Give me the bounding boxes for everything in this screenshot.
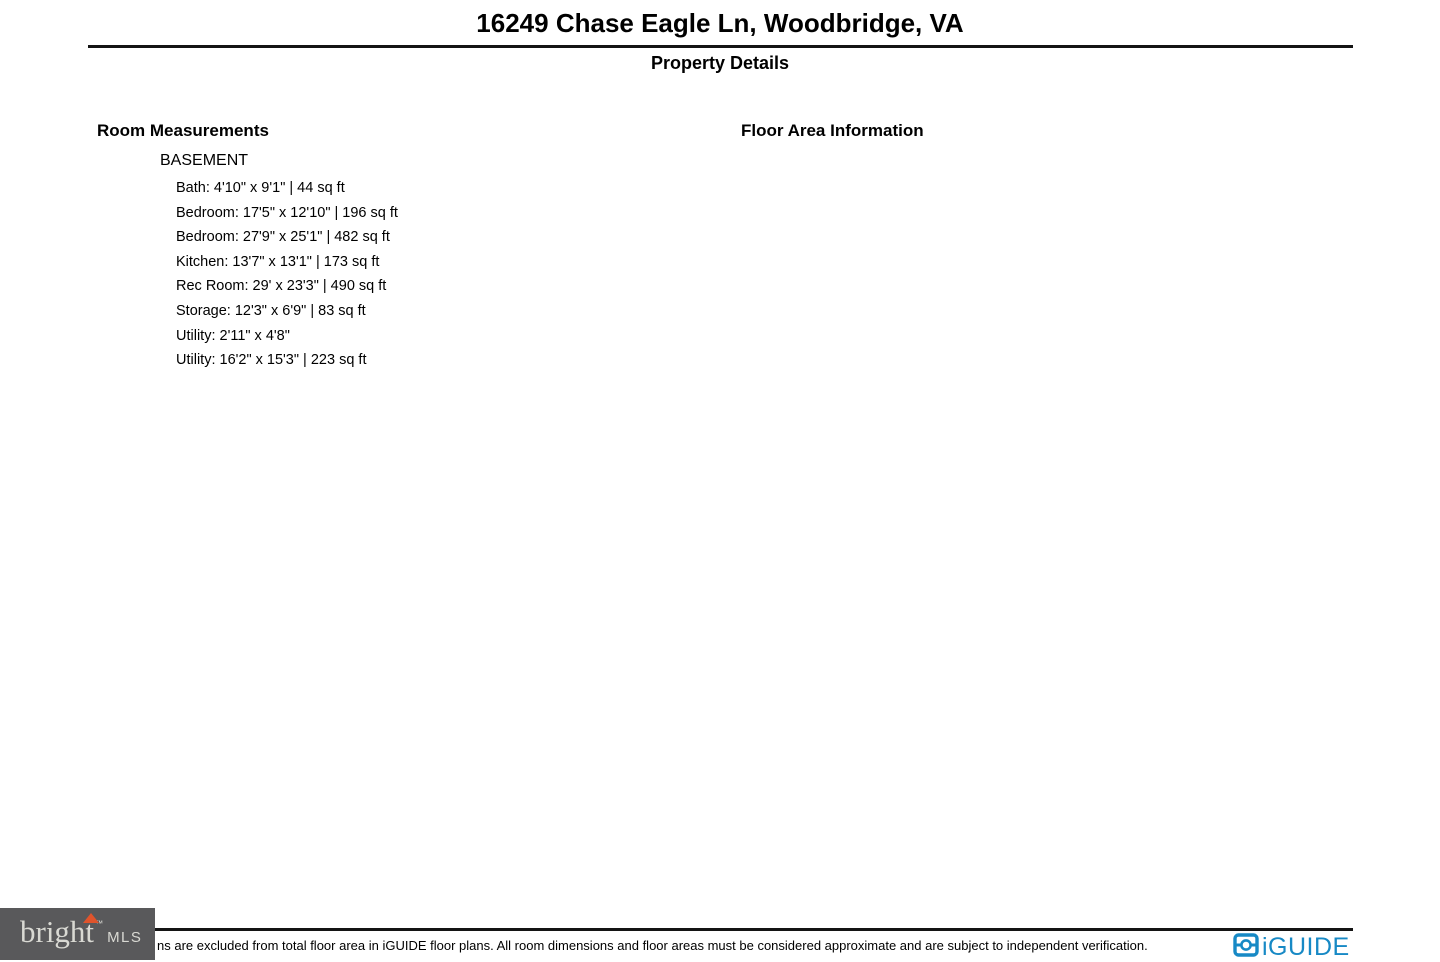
bright-arrow-icon — [83, 913, 99, 923]
floor-label-basement: BASEMENT — [160, 152, 249, 169]
room-list — [176, 176, 398, 373]
bright-mls-logo — [0, 908, 155, 960]
bright-wordmark-text: bright — [20, 914, 95, 949]
bright-mls-wordmark — [20, 916, 142, 947]
iguide-logo-text: iGUIDE — [1262, 933, 1350, 961]
room-item-utility-2: Utility: 16'2" x 15'3" | 223 sq ft — [176, 352, 367, 369]
room-item-kitchen: Kitchen: 13'7" x 13'1" | 173 sq ft — [176, 253, 380, 270]
room-item-bath: Bath: 4'10" x 9'1" | 44 sq ft — [176, 180, 345, 196]
room-item-bedroom-2: Bedroom: 27'9" x 25'1" | 482 sq ft — [176, 229, 390, 246]
room-item-bedroom-1: Bedroom: 17'5" x 12'10" | 196 sq ft — [176, 204, 398, 221]
footer-divider — [88, 928, 1353, 931]
mls-label: MLS — [107, 929, 143, 946]
page-title: 16249 Chase Eagle Ln, Woodbridge, VA — [476, 8, 964, 38]
footer-disclaimer: ns are excluded from total floor area in iGUIDE floor plans. All room dimensions and floor areas must be considered approximate and are subject to independent verification. — [157, 938, 1148, 953]
title-divider — [88, 45, 1353, 48]
page-subtitle: Property Details — [650, 53, 790, 73]
room-measurements-heading: Room Measurements — [97, 121, 269, 140]
room-item-utility-1: Utility: 2'11" x 4'8" — [176, 327, 290, 344]
floor-area-heading: Floor Area Information — [741, 121, 924, 140]
trademark-symbol: ™ — [95, 919, 104, 928]
iguide-camera-icon — [1233, 933, 1259, 962]
iguide-logo — [1233, 933, 1350, 962]
room-item-rec-room: Rec Room: 29' x 23'3" | 490 sq ft — [176, 278, 387, 295]
room-item-storage: Storage: 12'3" x 6'9" | 83 sq ft — [176, 302, 366, 319]
